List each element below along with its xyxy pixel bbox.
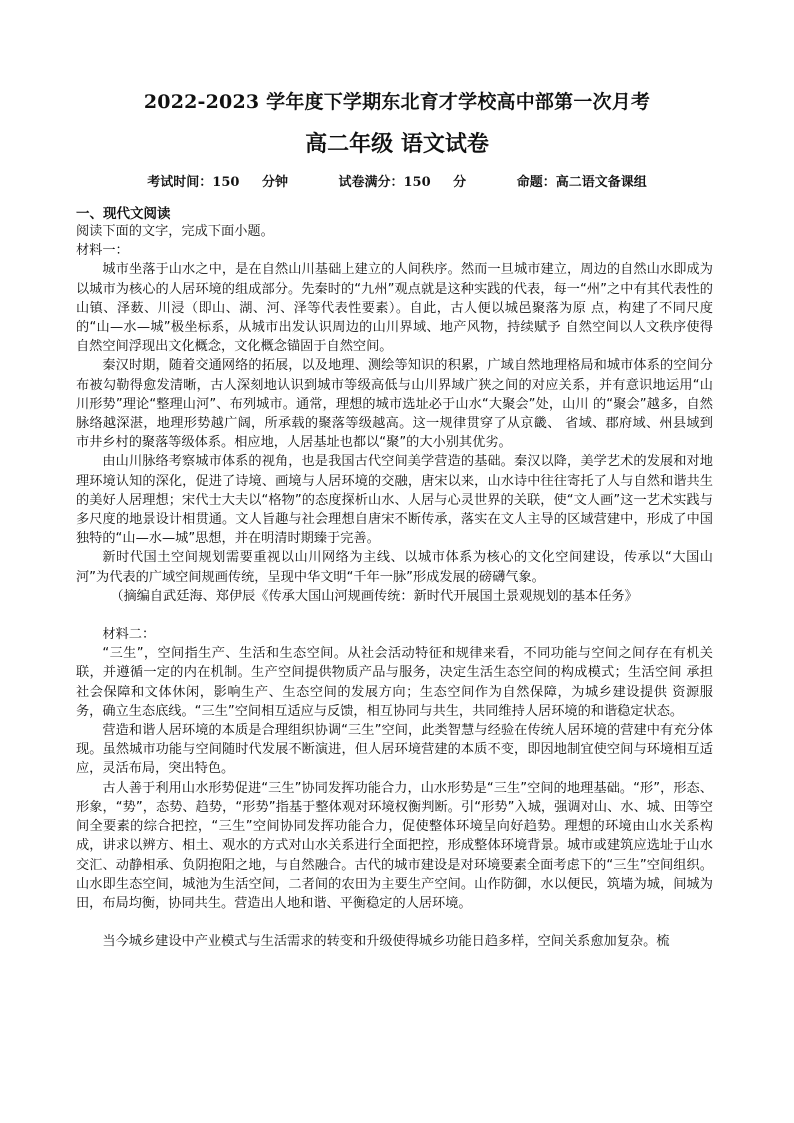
- material1-label: 材料一：: [76, 243, 129, 259]
- material1-source: （摘编自武廷海、郑伊辰《传承大国山河规画传统：新时代开展国土景观规划的基本任务》: [110, 588, 638, 604]
- exam-author: 命题：高二语文备课组: [516, 175, 647, 190]
- full-score: 试卷满分：150 分: [338, 175, 467, 190]
- material1-paragraph: 秦汉时期，随着交通网络的拓展，以及地理、测绘等知识的积累，广域自然地理格局和城市体系的空间分布被勾勒得愈发清晰，古人深刻地认识到城市等级高低与山川界域广狭之间的对应关系，并有意识地运用“山川形势”理论“整理山河”、布列城市。通常，理想的城市选址必于山水“大聚会”处，山川 的“聚会”越多，自然脉络越深湛，地理形势越广阔，所承载的聚落等级越高。这一规律贯穿了从京畿、 省域、郡府域、州县域到市井乡村的聚落等级体系。相应地，人居基址也都以“聚”的大小别其优劣。: [76, 358, 713, 451]
- material2-paragraph: “三生”，空间指生产、生活和生态空间。从社会活动特征和规律来看，不同功能与空间之间存在有机关 联，并遵循一定的内在机制。生产空间提供物质产品与服务，决定生活生态空间的构成模式；生活空间 承担社会保障和文体休闲，影响生产、生态空间的发展方向；生态空间作为自然保障，为城乡建设提供 资源服务，确立生态底线。“三生”空间相互适应与反馈，相互协同与共生，共同维持人居环境的和谐稳定状态。: [76, 646, 713, 719]
- exam-title: 2022-2023 学年度下学期东北育才学校高中部第一次月考: [143, 91, 651, 113]
- exam-meta: [0, 171, 794, 190]
- instruction: 阅读下面的文字，完成下面小题。: [76, 224, 274, 239]
- reading-text: [76, 222, 713, 951]
- material2-paragraph: 当今城乡建设中产业模式与生活需求的转变和升级使得城乡功能日趋多样，空间关系愈加复杂。梳: [102, 934, 670, 950]
- material1-paragraph: 由山川脉络考察城市体系的视角，也是我国古代空间美学营造的基础。秦汉以降，美学艺术的发展和对地理环境认知的深化，促进了诗境、画境与人居环境的交融，唐宋以来，山水诗中往往寄托了人与自然和谐共生的美好人居理想；宋代士大夫以“格物”的态度探析山水、人居与心灵世界的关联，使“文人画”这一艺术实践与多尺度的地景设计相贯通。文人旨趣与社会理想自唐宋不断传承，落实在文人主导的区域营建中，形成了中国独特的“山—水—城”思想，并在明清时期臻于完善。: [76, 454, 713, 547]
- exam-subtitle: 高二年级 语文试卷: [305, 131, 489, 157]
- material1-paragraph: 新时代国土空间规划需要重视以山川网络为主线、以城市体系为核心的文化空间建设，传承以“大国山河”为代表的广域空间规画传统，呈现中华文明“千年一脉”形成发展的磅礴气象。: [76, 550, 713, 585]
- exam-time: 考试时间：150 分钟: [147, 175, 288, 190]
- material2-paragraph: 古人善于利用山水形势促进“三生”协同发挥功能合力，山水形势是“三生”空间的地理基础。“形”，形态、形象，“势”，态势、趋势，“形势”指基于整体观对环境权衡判断。引“形势”入城，强调对山、水、城、田等空间全要素的综合把控，“三生”空间协同发挥功能合力，促使整体环境呈向好趋势。理想的环境由山水关系构成，讲求以辨方、相土、观水的方式对山水关系进行全面把控，形成整体环境背景。城市或建筑应选址于山水交汇、动静相承、负阴抱阳之地，与自然融合。古代的城市建设是对环境要素全面考虑下的“三生”空间组织。山水即生态空间，城池为生活空间，二者间的农田为主要生产空间。山作防御，水以便民，筑墙为城，间城为田，布局均衡，协同共生。营造出人地和谐、平衡稳定的人居环境。: [76, 780, 713, 911]
- material2-label: 材料二：: [102, 627, 156, 643]
- material1-paragraph: 城市坐落于山水之中，是在自然山川基础上建立的人间秩序。然而一旦城市建立，周边的自然山水即成为以城市为核心的人居环境的组成部分。先秦时的“九州”观点就是这种实践的代表，每一“州”之中有其代表性的山镇、泽薮、川浸（即山、湖、河、泽等代表性要素）。自此，古人便以城邑聚落为原 点，构建了不同尺度的“山—水—城”极坐标系，从城市出发认识周边的山川界域、地产风物，持续赋予 自然空间以人文秩序使得自然空间浮现出文化概念，文化概念锚固于自然空间。: [76, 262, 713, 355]
- section-heading: 一、现代文阅读: [76, 206, 171, 222]
- material2-paragraph: 营造和谐人居环境的本质是合理组织协调“三生”空间，此类智慧与经验在传统人居环境的营建中有充分体现。虽然城市功能与空间随时代发展不断演进，但人居环境营建的本质不变，即因地制宜使空间与环境相互适应，灵活布局，突出特色。: [76, 723, 713, 777]
